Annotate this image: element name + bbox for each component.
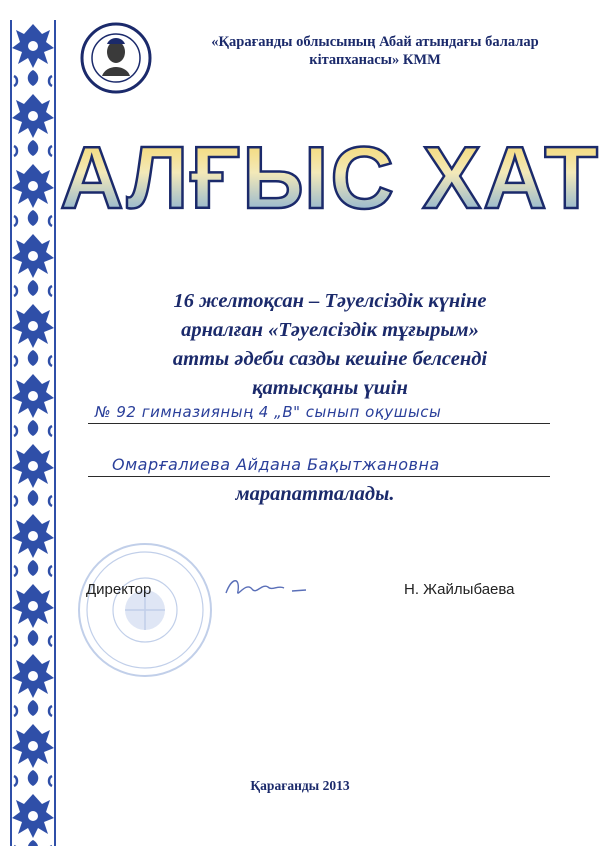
document-title bbox=[59, 128, 600, 228]
stamp-icon bbox=[75, 540, 215, 680]
handwritten-name: Омарғалиева Айдана Бақытжановна bbox=[112, 455, 440, 474]
org-line-1: «Қарағанды облысының Абай атындағы балалар bbox=[211, 34, 539, 50]
director-signature bbox=[222, 573, 322, 603]
director-label: Директор bbox=[86, 581, 152, 598]
body-line-4: қатысқаны үшін bbox=[252, 377, 408, 399]
ornament-pattern bbox=[10, 20, 56, 846]
fill-line-school bbox=[88, 423, 550, 424]
library-emblem-icon bbox=[80, 22, 152, 94]
handwritten-school: № 92 гимназияның 4 „В" сынып оқушысы bbox=[95, 403, 442, 421]
title-graphic bbox=[59, 128, 600, 228]
director-name: Н. Жайлыбаева bbox=[404, 581, 515, 598]
body-text bbox=[95, 287, 565, 403]
org-line-2: кітапханасы» КММ bbox=[309, 52, 441, 68]
title-text: АЛҒЫС ХАТ bbox=[59, 128, 600, 227]
fill-line-name bbox=[88, 476, 550, 477]
official-stamp bbox=[75, 540, 215, 680]
body-line-1: 16 желтоқсан – Тәуелсіздік күніне bbox=[173, 290, 487, 312]
body-line-3: атты әдеби сазды кешіне белсенді bbox=[172, 348, 488, 370]
organization-header bbox=[175, 33, 575, 69]
body-line-2: арналған «Тәуелсіздік тұғырым» bbox=[181, 319, 479, 341]
footer-place-year: Қарағанды 2013 bbox=[250, 778, 350, 793]
library-logo bbox=[80, 22, 152, 94]
ornamental-border bbox=[10, 20, 56, 846]
signature-icon bbox=[222, 573, 322, 603]
award-text: марапатталады. bbox=[235, 483, 395, 505]
